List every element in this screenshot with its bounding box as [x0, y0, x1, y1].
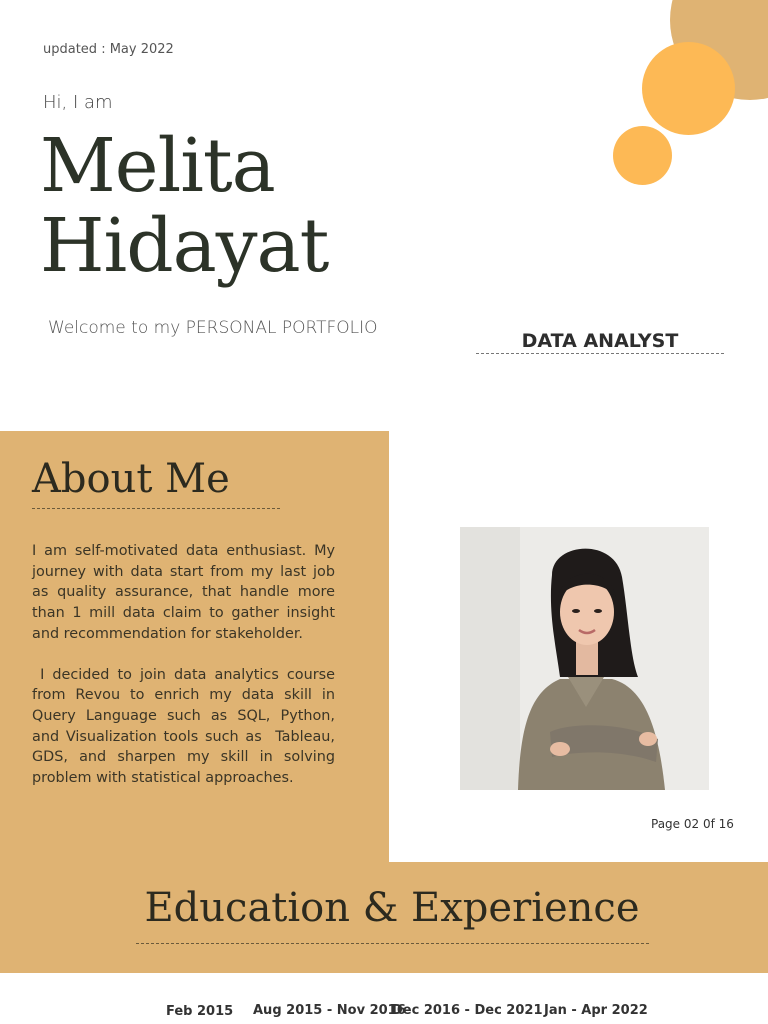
greeting: Hi, I am — [43, 92, 113, 113]
timeline-date: Feb 2015 — [166, 1004, 234, 1019]
decorative-circle-small — [613, 126, 672, 185]
decorative-circle-medium — [642, 42, 735, 135]
name-heading — [40, 123, 329, 289]
about-paragraph-2: I decided to join data analytics course from Revou to enrich my data skill in Query Language such as SQL, Python, and Visualization tools such as Tableau, GDS, and sharpen my skill in solving problem with statistical approaches. — [32, 666, 335, 787]
about-text — [32, 541, 335, 809]
last-name: Hidayat — [40, 203, 329, 289]
timeline-date: Aug 2015 - Nov 2016 — [253, 1003, 406, 1018]
about-paragraph-1: I am self-motivated data enthusiast. My journey with data start from my last job as quality assurance, that handle more than 1 mill data claim to gather insight and recommendation for stakeholder. — [32, 543, 335, 642]
about-divider — [32, 508, 280, 509]
profile-photo — [460, 527, 709, 790]
welcome-text: Welcome to my PERSONAL PORTFOLIO — [48, 318, 378, 338]
first-name: Melita — [40, 123, 275, 209]
about-title: About Me — [32, 456, 230, 502]
role-title: DATA ANALYST — [476, 330, 724, 354]
updated-date: updated : May 2022 — [43, 42, 174, 57]
education-divider — [136, 943, 649, 944]
page-number: Page 02 0f 16 — [651, 817, 734, 831]
education-title: Education & Experience — [144, 885, 640, 931]
timeline-date: Dec 2016 - Dec 2021 — [392, 1003, 543, 1018]
portrait-illustration — [460, 527, 709, 790]
timeline-date: Jan - Apr 2022 — [544, 1003, 648, 1018]
